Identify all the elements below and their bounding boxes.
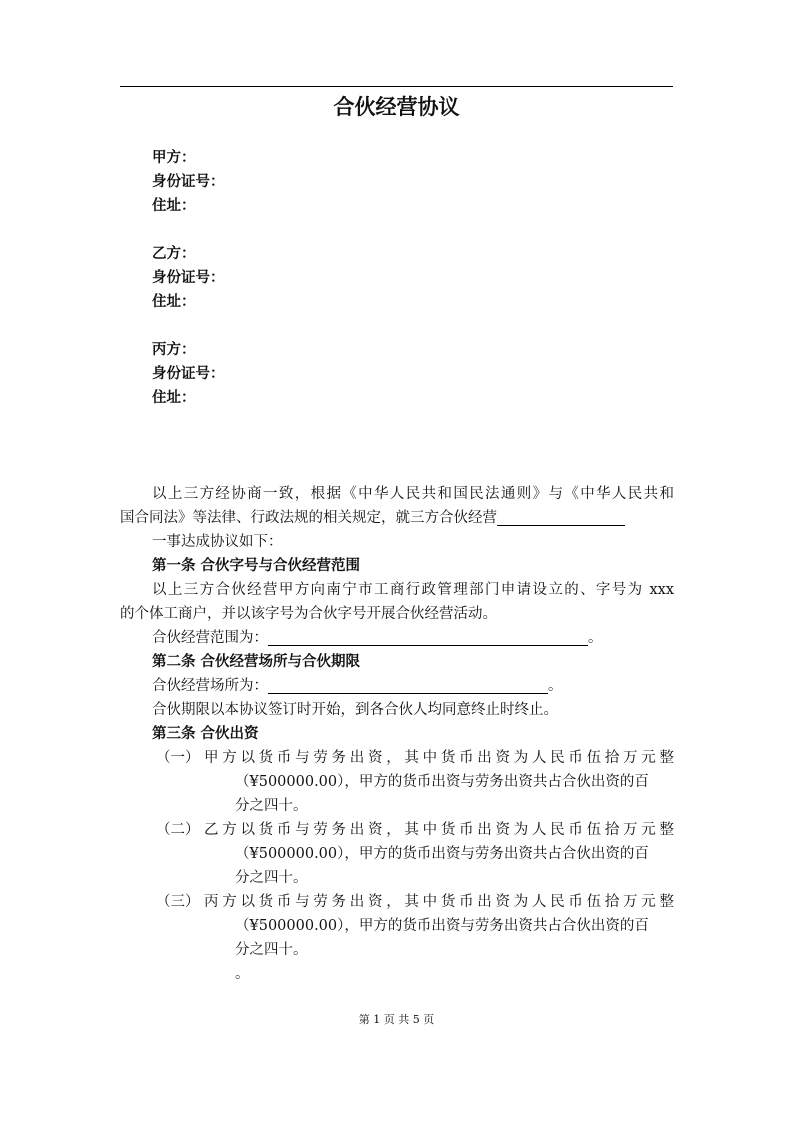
item-line-3: 分之四十。	[235, 870, 308, 886]
item-line-2: （¥500000.00），甲方的货币出资与劳务出资共占合伙出资的百	[235, 918, 649, 934]
contribution-item-1	[120, 746, 674, 818]
document-title: 合伙经营协议	[333, 95, 460, 119]
item-number: （三）	[156, 894, 200, 910]
article-1-heading: 第一条 合伙字号与合伙经营范围	[152, 558, 361, 574]
party-a-name-label: 甲方：	[152, 150, 196, 166]
item-line-1: 甲方以货币与劳务出资，其中货币出资为人民币伍拾万元整	[204, 750, 674, 766]
party-c-block	[152, 338, 452, 410]
article-1-line-1: 以上三方合伙经营甲方向南宁市工商行政管理部门申请设立的、字号为 xxx	[152, 582, 674, 598]
business-scope-blank[interactable]	[268, 628, 588, 646]
item-number: （二）	[156, 822, 200, 838]
business-place-blank[interactable]	[268, 676, 548, 694]
intro-line-1: 以上三方经协商一致，根据《中华人民共和国民法通则》与《中华人民共和	[152, 486, 674, 502]
party-a-id-label: 身份证号：	[152, 174, 225, 190]
business-scope-line	[120, 626, 674, 650]
party-c-id-label: 身份证号：	[152, 366, 225, 382]
article-2-heading: 第二条 合伙经营场所与合伙期限	[152, 654, 361, 670]
intro-line-3: 一事达成协议如下：	[152, 534, 283, 550]
item-line-2: （¥500000.00），甲方的货币出资与劳务出资共占合伙出资的百	[235, 846, 649, 862]
page-footer: 第 1 页 共 5 页	[358, 1013, 435, 1026]
article-3-tail: 。	[235, 966, 250, 982]
article-1-line-2: 的个体工商户，并以该字号为合伙字号开展合伙经营活动。	[120, 606, 497, 622]
item-line-1: 丙方以货币与劳务出资，其中货币出资为人民币伍拾万元整	[204, 894, 674, 910]
intro-line-2	[120, 506, 674, 530]
item-line-2: （¥500000.00），甲方的货币出资与劳务出资共占合伙出资的百	[235, 774, 649, 790]
contribution-item-3	[120, 890, 674, 962]
party-b-name-label: 乙方：	[152, 246, 196, 262]
party-c-name-label: 丙方：	[152, 342, 196, 358]
contribution-item-2	[120, 818, 674, 890]
business-blank[interactable]	[497, 508, 625, 526]
business-place-end: 。	[548, 678, 563, 694]
partnership-term: 合伙期限以本协议签订时开始，到各合伙人均同意终止时终止。	[152, 702, 558, 718]
business-scope-label: 合伙经营范围为：	[152, 630, 268, 646]
party-a-block	[152, 146, 452, 218]
business-place-label: 合伙经营场所为：	[152, 678, 268, 694]
party-b-id-label: 身份证号：	[152, 270, 225, 286]
item-line-3: 分之四十。	[235, 798, 308, 814]
party-b-address-label: 住址：	[152, 294, 196, 310]
header-rule	[120, 86, 673, 87]
business-scope-end: 。	[588, 630, 603, 646]
party-a-address-label: 住址：	[152, 198, 196, 214]
business-place-line	[120, 674, 674, 698]
article-3-heading: 第三条 合伙出资	[152, 726, 259, 742]
item-line-1: 乙方以货币与劳务出资，其中货币出资为人民币伍拾万元整	[204, 822, 674, 838]
agreement-body	[120, 482, 674, 986]
item-number: （一）	[156, 750, 200, 766]
item-line-3: 分之四十。	[235, 942, 308, 958]
party-b-block	[152, 242, 452, 314]
party-c-address-label: 住址：	[152, 390, 196, 406]
intro-line-2-text: 国合同法》等法律、行政法规的相关规定，就三方合伙经营	[120, 510, 497, 526]
